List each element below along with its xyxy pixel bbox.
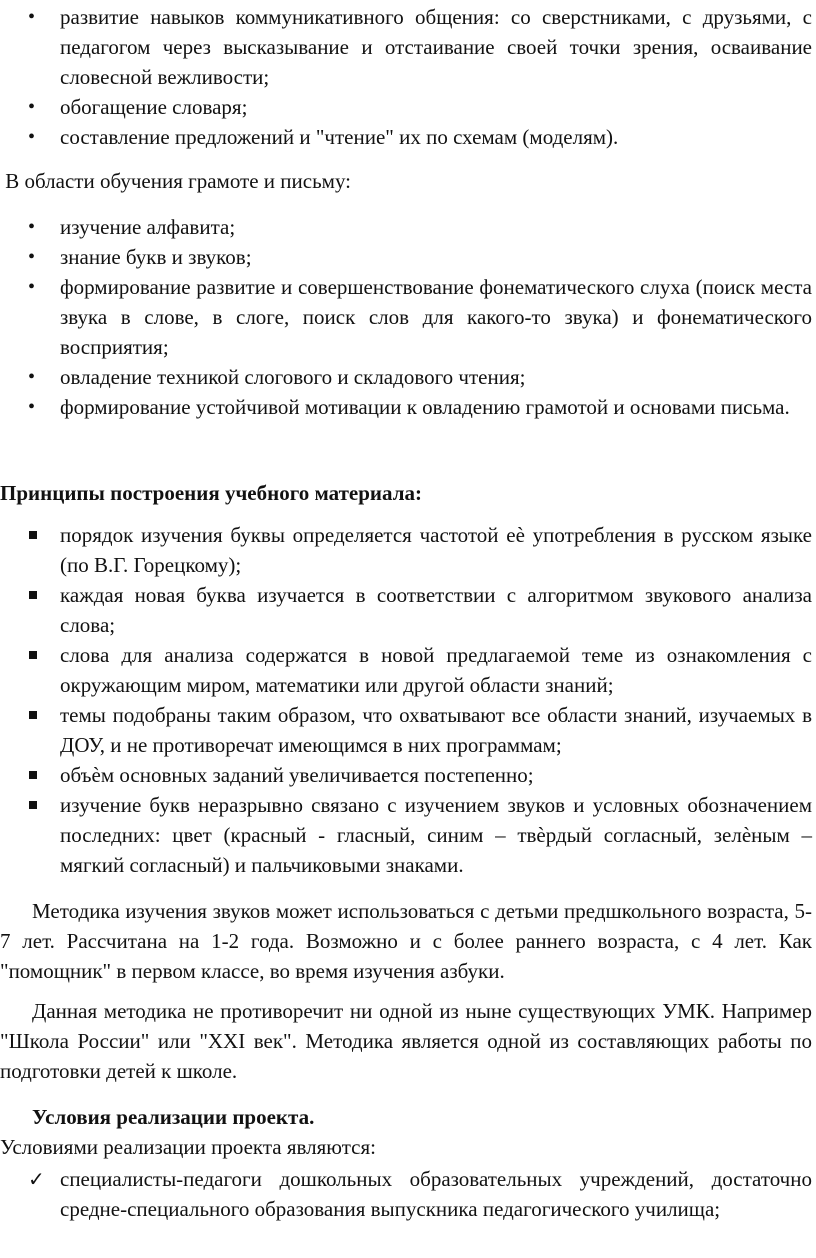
conditions-heading: Условия реализации проекта. [32,1105,315,1129]
list-item-text: темы подобраны таким образом, что охватывают все области знаний, изучаемых в ДОУ, и не противоречат имеющимся в них программам; [60,703,812,757]
list-item-text: обогащение словаря; [60,95,248,119]
bullet-icon: • [28,96,36,118]
list-item-text: развитие навыков коммуникативного общения: со сверстниками, с друзьями, с педагогом через высказывание и отстаивание своей точки зрения, осваивание словесной вежливости; [60,5,812,89]
communication-goals-list [0,2,816,152]
bullet-icon: • [28,216,36,238]
list-item-text: специалисты-педагоги дошкольных образовательных учреждений, достаточно средне-специального образования выпускника педагогического училища; [60,1167,812,1221]
list-item [0,760,816,790]
conditions-list [0,1164,816,1224]
list-item-text: формирование устойчивой мотивации к овладению грамотой и основами письма. [60,395,790,419]
bullet-icon: • [28,396,36,418]
bullet-icon: • [28,126,36,148]
square-bullet-icon [29,711,37,719]
section-heading-literacy: В области обучения грамоте и письму: [0,169,352,193]
square-bullet-icon [29,801,37,809]
list-item [0,242,816,272]
bullet-icon: • [28,366,36,388]
list-item-text: изучение букв неразрывно связано с изучением звуков и условных обозначением последних: цвет (красный - гласный, синим – твѐрдый согласный, зелѐным – мягкий согласный) и пальчиковыми знаками. [60,793,812,877]
list-item-text: составление предложений и "чтение" их по схемам (моделям). [60,125,619,149]
list-item-text: слова для анализа содержатся в новой предлагаемой теме из ознакомления с окружающим миром, математики или другой области знаний; [60,643,812,697]
list-item-text: порядок изучения буквы определяется частотой еѐ употребления в русском языке (по В.Г. Горецкому); [60,523,812,577]
list-item [0,520,816,580]
list-item [0,272,816,362]
paragraph-method-age: Методика изучения звуков может использоваться с детьми предшкольного возраста, 5-7 лет. Рассчитана на 1-2 года. Возможно и с более раннего возраста, с 4 лет. Как "помощник" в первом классе, во время изучения азбуки. [0,899,812,983]
list-item-text: каждая новая буква изучается в соответствии с алгоритмом звукового анализа слова; [60,583,812,637]
list-item [0,2,816,92]
list-item [0,640,816,700]
list-item-text: изучение алфавита; [60,215,236,239]
bullet-icon: • [28,246,36,268]
square-bullet-icon [29,771,37,779]
square-bullet-icon [29,591,37,599]
bullet-icon: • [28,6,36,28]
list-item-text: овладение техникой слогового и складового чтения; [60,365,526,389]
conditions-intro: Условиями реализации проекта являются: [0,1135,376,1159]
principles-list [0,520,816,880]
principles-heading: Принципы построения учебного материала: [0,481,422,505]
checkmark-icon: ✓ [28,1167,45,1191]
list-item-text: формирование развитие и совершенствование фонематического слуха (поиск места звука в слове, в слоге, поиск слов для какого-то звука) и фонематического восприятия; [60,275,812,359]
paragraph-method-compat: Данная методика не противоречит ни одной из ныне существующих УМК. Например "Школа России" или "XXI век". Методика является одной из составляющих работы по подготовки детей к школе. [0,999,812,1083]
list-item-text: объѐм основных заданий увеличивается постепенно; [60,763,534,787]
list-item [0,362,816,392]
list-item [0,392,816,422]
square-bullet-icon [29,531,37,539]
list-item [0,212,816,242]
list-item [0,700,816,760]
literacy-goals-list [0,212,816,422]
square-bullet-icon [29,651,37,659]
list-item [0,1164,816,1224]
list-item [0,580,816,640]
list-item [0,92,816,122]
list-item [0,790,816,880]
list-item [0,122,816,152]
list-item-text: знание букв и звуков; [60,245,252,269]
bullet-icon: • [28,276,36,298]
